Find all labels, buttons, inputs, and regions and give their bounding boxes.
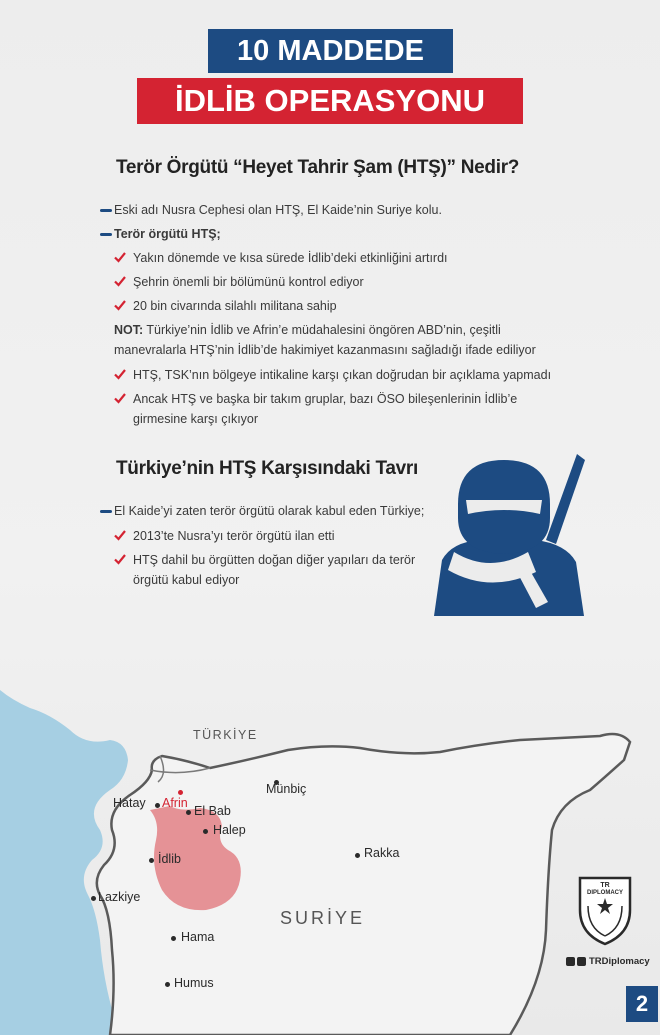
note-text: Türkiye’nin İdlib ve Afrin’e müdahalesini öngören ABD’nin, çeşitli (143, 323, 501, 337)
city-label-halep: Halep (213, 823, 246, 837)
militant-illustration (432, 452, 590, 616)
city-dot-humus (165, 982, 170, 987)
page-number: 2 (626, 986, 658, 1022)
note-line-1 (114, 320, 501, 340)
city-dot-hama (171, 936, 176, 941)
bullet-dash-icon (100, 233, 112, 236)
city-dot-hatay (155, 803, 160, 808)
checkmark-icon (114, 275, 126, 287)
country-label-syria: SURİYE (280, 908, 366, 928)
city-dot-lazkiye (91, 896, 96, 901)
section2-check-2-cont: örgütü kabul ediyor (133, 573, 240, 587)
city-label-idlib: İdlib (158, 852, 181, 866)
city-label-rakka: Rakka (364, 846, 400, 860)
tr-diplomacy-logo (574, 874, 636, 946)
section2-heading: Türkiye’nin HTŞ Karşısındaki Tavrı (116, 458, 418, 479)
twitter-icon (566, 957, 575, 966)
city-label-humus: Humus (174, 976, 214, 990)
city-label-elbab: El Bab (194, 804, 231, 818)
city-label-hama: Hama (181, 930, 215, 944)
checkmark-icon (114, 299, 126, 311)
note-label: NOT: (114, 323, 144, 337)
note-line-2: manevralarla HTŞ’nin İdlib’de hakimiyet kazanmasını sağladığı ifade ediliyor (114, 343, 536, 357)
section1-check-4: HTŞ, TSK’nın bölgeye intikaline karşı çıkan doğrudan bir açıklama yapmadı (133, 368, 552, 382)
city-dot-halep (203, 829, 208, 834)
city-label-afrin: Afrin (162, 796, 188, 810)
country-label-turkey: TÜRKİYE (193, 728, 258, 742)
title-line-1: 10 MADDEDE (208, 29, 453, 73)
section1-check-3: 20 bin civarında silahlı militana sahip (133, 299, 337, 313)
section2-bullet-1: El Kaide’yi zaten terör örgütü olarak kabul eden Türkiye; (114, 504, 425, 518)
section1-heading: Terör Örgütü “Heyet Tahrir Şam (HTŞ)” Nedir? (116, 157, 520, 178)
facebook-icon (577, 957, 586, 966)
handle-text: TRDiplomacy (589, 956, 650, 967)
social-handle (566, 956, 650, 967)
checkmark-icon (114, 368, 126, 380)
checkmark-icon (114, 529, 126, 541)
map (0, 690, 660, 1035)
logo-bottom-text: DIPLOMACY (587, 890, 623, 896)
checkmark-icon (114, 392, 126, 404)
city-dot-elbab (186, 810, 191, 815)
checkmark-icon (114, 553, 126, 565)
checkmark-icon (114, 251, 126, 263)
section1-check-2: Şehrin önemli bir bölümünü kontrol ediyor (133, 275, 364, 289)
city-dot-idlib (149, 858, 154, 863)
city-label-hatay: Hatay (113, 796, 146, 810)
section1-bullet-1: Eski adı Nusra Cephesi olan HTŞ, El Kaide’nin Suriye kolu. (114, 203, 442, 217)
city-dot-rakka (355, 853, 360, 858)
section1-check-5-cont: girmesine karşı çıkıyor (133, 412, 259, 426)
city-label-lazkiye: Lazkiye (98, 890, 141, 904)
logo-top-text: TR (600, 882, 610, 889)
section1-check-5: Ancak HTŞ ve başka bir takım gruplar, bazı ÖSO bileşenlerinin İdlib’e (133, 392, 518, 406)
section2-check-2: HTŞ dahil bu örgütten doğan diğer yapıları da terör (133, 553, 416, 567)
section1-check-1: Yakın dönemde ve kısa sürede İdlib’deki etkinliğini artırdı (133, 251, 448, 265)
bullet-dash-icon (100, 510, 112, 513)
city-dot-afrin (178, 790, 183, 795)
section2-check-1: 2013’te Nusra’yı terör örgütü ilan etti (133, 529, 335, 543)
city-label-munbic: Münbiç (266, 782, 307, 796)
title-line-2: İDLİB OPERASYONU (137, 78, 523, 124)
bullet-dash-icon (100, 209, 112, 212)
section1-bullet-2: Terör örgütü HTŞ; (114, 227, 221, 241)
